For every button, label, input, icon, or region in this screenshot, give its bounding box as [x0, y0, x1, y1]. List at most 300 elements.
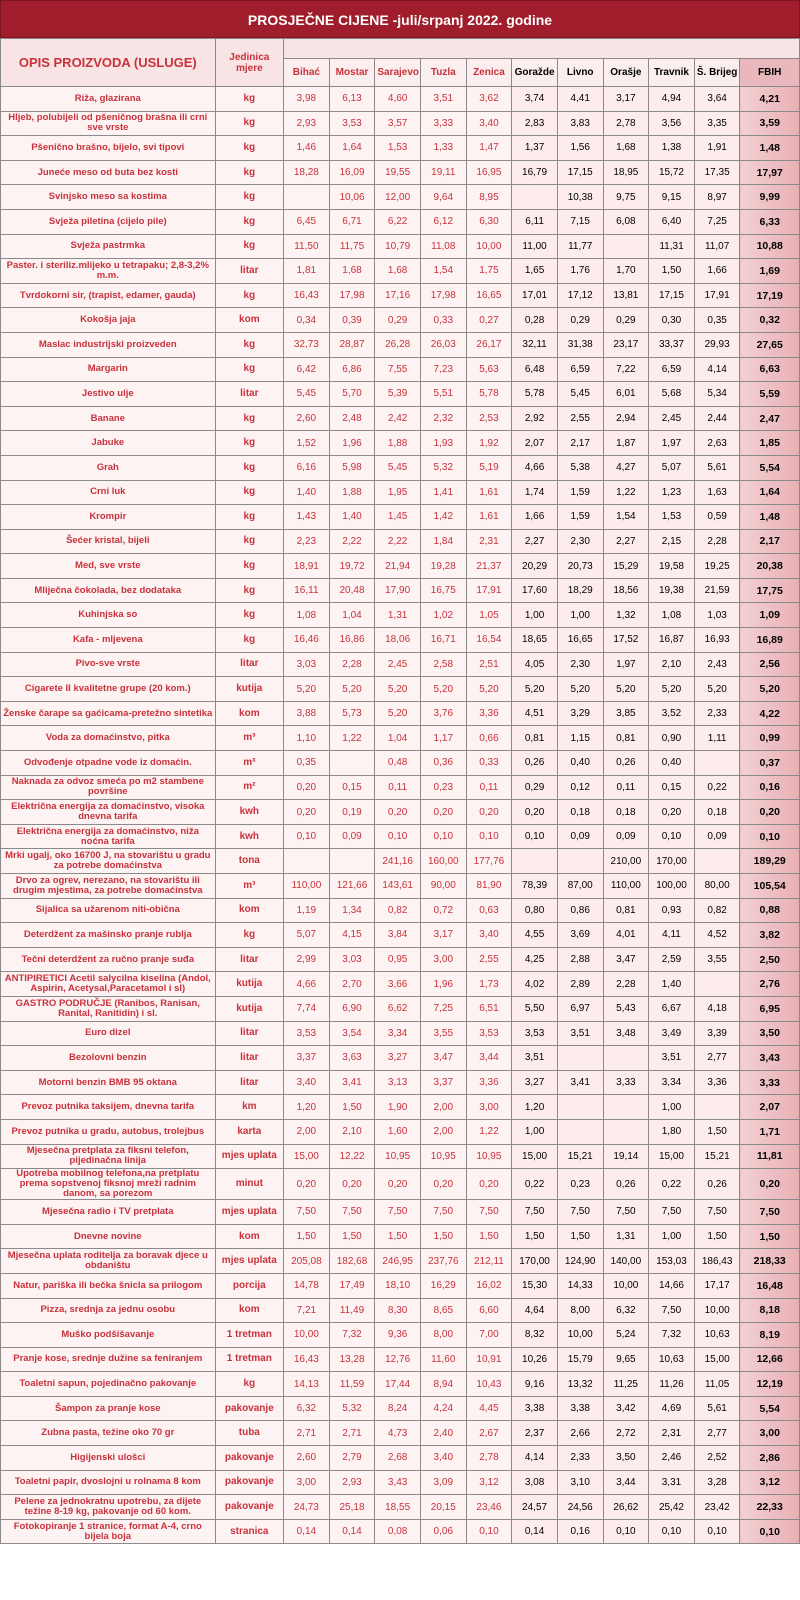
unit-of-measure: tuba	[215, 1421, 283, 1446]
price-cell: 20,15	[420, 1495, 466, 1520]
unit-of-measure: kg	[215, 431, 283, 456]
price-cell: 2,28	[694, 529, 740, 554]
unit-of-measure: minut	[215, 1169, 283, 1200]
price-cell: 17,17	[694, 1273, 740, 1298]
product-description: Jestivo ulje	[1, 382, 216, 407]
fbih-average-cell: 20,38	[740, 554, 800, 579]
price-cell: 5,07	[284, 923, 330, 948]
table-row	[1, 529, 800, 554]
price-cell: 10,43	[466, 1372, 512, 1397]
price-cell: 1,17	[420, 726, 466, 751]
price-cell: 2,60	[284, 1446, 330, 1471]
price-cell: 110,00	[284, 874, 330, 899]
product-description: Riža, glazirana	[1, 87, 216, 112]
unit-of-measure: kg	[215, 406, 283, 431]
price-cell: 15,30	[512, 1273, 558, 1298]
price-cell: 1,68	[375, 259, 421, 284]
fbih-average-cell: 105,54	[740, 874, 800, 899]
price-cell: 2,52	[694, 1446, 740, 1471]
price-cell: 1,50	[284, 1224, 330, 1249]
price-cell: 2,45	[375, 652, 421, 677]
price-cell: 2,55	[557, 406, 603, 431]
table-row	[1, 382, 800, 407]
fbih-average-cell: 0,32	[740, 308, 800, 333]
price-cell: 1,40	[284, 480, 330, 505]
price-cell: 1,00	[512, 1119, 558, 1144]
product-description: Tečni deterdžent za ručno pranje suđa	[1, 947, 216, 972]
price-cell: 246,95	[375, 1249, 421, 1274]
price-cell: 2,89	[557, 972, 603, 997]
price-cell: 5,50	[512, 996, 558, 1021]
price-cell: 17,49	[329, 1273, 375, 1298]
price-cell: 19,58	[649, 554, 695, 579]
price-cell: 2,77	[694, 1421, 740, 1446]
price-cell: 16,71	[420, 628, 466, 653]
price-cell: 15,21	[557, 1144, 603, 1169]
price-cell: 0,22	[694, 775, 740, 800]
fbih-average-cell: 8,18	[740, 1298, 800, 1323]
price-cell: 5,32	[329, 1396, 375, 1421]
price-cell: 9,36	[375, 1323, 421, 1348]
price-cell: 16,79	[512, 160, 558, 185]
price-cell: 24,73	[284, 1495, 330, 1520]
price-cell: 3,83	[557, 111, 603, 136]
price-cell: 0,66	[466, 726, 512, 751]
product-description: Sijalica sa užarenom niti-obična	[1, 898, 216, 923]
product-description: Električna energija za domaćinstvo, visoka dnevna tarifa	[1, 800, 216, 825]
unit-of-measure: m³	[215, 726, 283, 751]
price-cell: 0,90	[649, 726, 695, 751]
price-cell: 1,46	[284, 136, 330, 161]
price-cell: 4,45	[466, 1396, 512, 1421]
table-row	[1, 1200, 800, 1225]
table-row	[1, 1273, 800, 1298]
unit-of-measure: kg	[215, 480, 283, 505]
price-cell: 0,10	[466, 1519, 512, 1544]
unit-of-measure: kg	[215, 332, 283, 357]
price-cell: 23,42	[694, 1495, 740, 1520]
price-cell: 3,44	[603, 1470, 649, 1495]
price-cell: 5,78	[466, 382, 512, 407]
header-city: Orašje	[603, 59, 649, 87]
price-cell: 0,48	[375, 751, 421, 776]
price-cell: 5,98	[329, 455, 375, 480]
price-cell: 31,38	[557, 332, 603, 357]
table-row	[1, 1119, 800, 1144]
price-cell: 177,76	[466, 849, 512, 874]
unit-of-measure: mjes uplata	[215, 1200, 283, 1225]
price-cell: 2,88	[557, 947, 603, 972]
unit-of-measure: kg	[215, 455, 283, 480]
price-cell: 33,37	[649, 332, 695, 357]
price-cell: 0,30	[649, 308, 695, 333]
price-cell: 0,93	[649, 898, 695, 923]
unit-of-measure: mjes uplata	[215, 1144, 283, 1169]
unit-of-measure: kutija	[215, 972, 283, 997]
price-cell: 9,15	[649, 185, 695, 210]
price-cell: 5,20	[694, 677, 740, 702]
product-description: Toaletni sapun, pojedinačno pakovanje	[1, 1372, 216, 1397]
price-cell: 3,43	[375, 1470, 421, 1495]
price-cell: 7,32	[329, 1323, 375, 1348]
price-cell: 5,20	[466, 677, 512, 702]
unit-of-measure: m³	[215, 751, 283, 776]
price-cell: 4,94	[649, 87, 695, 112]
price-cell: 17,98	[329, 283, 375, 308]
table-row	[1, 652, 800, 677]
price-cell: 6,32	[284, 1396, 330, 1421]
price-cell: 1,43	[284, 505, 330, 530]
price-cell: 5,51	[420, 382, 466, 407]
price-cell: 80,00	[694, 874, 740, 899]
price-cell: 5,61	[694, 1396, 740, 1421]
unit-of-measure: kutija	[215, 677, 283, 702]
price-cell: 2,17	[557, 431, 603, 456]
price-cell: 2,99	[284, 947, 330, 972]
product-description: Mjesečna pretplata za fiksni telefon, pijedinačna linija	[1, 1144, 216, 1169]
price-cell: 0,19	[329, 800, 375, 825]
table-row	[1, 1046, 800, 1071]
price-cell: 11,50	[284, 234, 330, 259]
price-cell: 19,72	[329, 554, 375, 579]
price-cell: 18,29	[557, 578, 603, 603]
price-cell: 6,08	[603, 209, 649, 234]
price-cell: 124,90	[557, 1249, 603, 1274]
price-cell: 7,15	[557, 209, 603, 234]
price-cell: 19,25	[694, 554, 740, 579]
unit-of-measure: pakovanje	[215, 1446, 283, 1471]
price-cell: 8,30	[375, 1298, 421, 1323]
price-cell	[329, 849, 375, 874]
page-title: PROSJEČNE CIJENE -juli/srpanj 2022. godine	[0, 0, 800, 38]
price-cell: 5,70	[329, 382, 375, 407]
table-row	[1, 1470, 800, 1495]
price-cell: 3,40	[420, 1446, 466, 1471]
price-cell: 0,20	[284, 775, 330, 800]
price-cell: 1,93	[420, 431, 466, 456]
table-row	[1, 751, 800, 776]
unit-of-measure: kg	[215, 209, 283, 234]
price-cell: 2,31	[649, 1421, 695, 1446]
price-cell: 16,93	[694, 628, 740, 653]
unit-of-measure: kom	[215, 701, 283, 726]
price-cell: 3,57	[375, 111, 421, 136]
price-cell: 1,40	[329, 505, 375, 530]
price-cell: 1,50	[420, 1224, 466, 1249]
price-cell: 10,00	[466, 234, 512, 259]
price-cell: 2,66	[557, 1421, 603, 1446]
table-row	[1, 726, 800, 751]
price-cell: 2,43	[694, 652, 740, 677]
price-cell: 7,50	[649, 1200, 695, 1225]
price-cell: 21,94	[375, 554, 421, 579]
price-cell: 5,20	[420, 677, 466, 702]
price-cell: 4,14	[694, 357, 740, 382]
price-cell: 21,37	[466, 554, 512, 579]
table-row	[1, 677, 800, 702]
price-cell: 0,59	[694, 505, 740, 530]
price-cell: 0,29	[603, 308, 649, 333]
price-cell: 1,68	[603, 136, 649, 161]
price-cell: 2,31	[466, 529, 512, 554]
product-description: Električna energija za domaćinstvo, niža noćna tarifa	[1, 824, 216, 849]
price-cell: 4,25	[512, 947, 558, 972]
price-cell: 1,10	[284, 726, 330, 751]
product-description: Pelene za jednokratnu upotrebu, za dijete težine 8-19 kg, pakovanje od 60 kom.	[1, 1495, 216, 1520]
price-cell: 6,90	[329, 996, 375, 1021]
fbih-average-cell: 12,66	[740, 1347, 800, 1372]
price-cell: 5,20	[557, 677, 603, 702]
price-cell: 4,15	[329, 923, 375, 948]
fbih-average-cell: 3,50	[740, 1021, 800, 1046]
product-description: GASTRO PODRUČJE (Ranibos, Ranisan, Ranital, Ranitidin) i sl.	[1, 996, 216, 1021]
price-cell: 8,00	[557, 1298, 603, 1323]
price-cell: 18,28	[284, 160, 330, 185]
price-cell	[694, 849, 740, 874]
price-cell: 7,00	[466, 1323, 512, 1348]
table-row	[1, 406, 800, 431]
price-cell: 0,36	[420, 751, 466, 776]
price-cell: 7,50	[284, 1200, 330, 1225]
price-cell: 237,76	[420, 1249, 466, 1274]
price-cell: 1,05	[466, 603, 512, 628]
header-city: Š. Brijeg	[694, 59, 740, 87]
fbih-average-cell: 1,64	[740, 480, 800, 505]
unit-of-measure: 1 tretman	[215, 1323, 283, 1348]
price-cell: 0,18	[557, 800, 603, 825]
fbih-average-cell: 1,71	[740, 1119, 800, 1144]
fbih-average-cell: 0,99	[740, 726, 800, 751]
price-cell: 18,55	[375, 1495, 421, 1520]
price-cell: 16,11	[284, 578, 330, 603]
price-cell: 1,47	[466, 136, 512, 161]
product-description: Cigarete II kvalitetne grupe (20 kom.)	[1, 677, 216, 702]
price-cell: 2,70	[329, 972, 375, 997]
price-cell: 1,53	[375, 136, 421, 161]
price-cell: 2,27	[512, 529, 558, 554]
table-row	[1, 775, 800, 800]
price-cell: 2,83	[512, 111, 558, 136]
price-cell: 1,68	[329, 259, 375, 284]
price-cell: 24,56	[557, 1495, 603, 1520]
price-cell: 0,10	[649, 1519, 695, 1544]
price-cell: 0,81	[512, 726, 558, 751]
header-city: Goražde	[512, 59, 558, 87]
table-row	[1, 332, 800, 357]
price-cell: 18,65	[512, 628, 558, 653]
unit-of-measure: kg	[215, 160, 283, 185]
price-cell: 3,00	[284, 1470, 330, 1495]
price-cell: 3,37	[420, 1070, 466, 1095]
price-cell: 6,48	[512, 357, 558, 382]
price-cell: 1,61	[466, 505, 512, 530]
price-cell: 0,86	[557, 898, 603, 923]
price-cell: 140,00	[603, 1249, 649, 1274]
fbih-average-cell: 16,89	[740, 628, 800, 653]
price-cell: 11,49	[329, 1298, 375, 1323]
product-description: Odvođenje otpadne vode iz domaćin.	[1, 751, 216, 776]
price-cell: 0,72	[420, 898, 466, 923]
price-cell: 2,59	[649, 947, 695, 972]
table-row	[1, 923, 800, 948]
price-cell: 7,50	[694, 1200, 740, 1225]
price-cell: 24,57	[512, 1495, 558, 1520]
table-row	[1, 800, 800, 825]
price-cell: 4,51	[512, 701, 558, 726]
price-cell: 7,50	[466, 1200, 512, 1225]
price-cell: 1,04	[329, 603, 375, 628]
price-cell: 3,33	[603, 1070, 649, 1095]
price-cell: 1,15	[557, 726, 603, 751]
price-cell: 0,11	[466, 775, 512, 800]
price-cell: 5,45	[375, 455, 421, 480]
fbih-average-cell: 9,99	[740, 185, 800, 210]
price-cell: 1,50	[375, 1224, 421, 1249]
price-cell: 6,97	[557, 996, 603, 1021]
price-cell: 6,62	[375, 996, 421, 1021]
price-cell: 12,00	[375, 185, 421, 210]
price-cell: 8,95	[466, 185, 512, 210]
price-cell: 10,00	[284, 1323, 330, 1348]
price-cell: 7,32	[649, 1323, 695, 1348]
price-cell: 1,59	[557, 480, 603, 505]
price-cell: 0,10	[375, 824, 421, 849]
price-cell: 0,29	[512, 775, 558, 800]
price-cell: 0,20	[420, 800, 466, 825]
price-cell: 1,19	[284, 898, 330, 923]
price-cell: 6,22	[375, 209, 421, 234]
price-cell: 1,22	[466, 1119, 512, 1144]
price-cell: 110,00	[603, 874, 649, 899]
product-description: Med, sve vrste	[1, 554, 216, 579]
fbih-average-cell: 3,00	[740, 1421, 800, 1446]
price-cell: 1,03	[694, 603, 740, 628]
fbih-average-cell: 5,59	[740, 382, 800, 407]
price-cell: 15,79	[557, 1347, 603, 1372]
price-cell	[694, 1095, 740, 1120]
price-cell: 3,27	[375, 1046, 421, 1071]
fbih-average-cell: 8,19	[740, 1323, 800, 1348]
header-city: Travnik	[649, 59, 695, 87]
price-cell: 15,00	[284, 1144, 330, 1169]
price-cell: 10,06	[329, 185, 375, 210]
unit-of-measure: kg	[215, 283, 283, 308]
price-cell: 3,50	[603, 1446, 649, 1471]
price-cell: 4,64	[512, 1298, 558, 1323]
product-description: Dnevne novine	[1, 1224, 216, 1249]
price-cell: 3,55	[694, 947, 740, 972]
table-row	[1, 1169, 800, 1200]
table-row	[1, 505, 800, 530]
fbih-average-cell: 0,20	[740, 1169, 800, 1200]
price-cell: 5,24	[603, 1323, 649, 1348]
price-cell: 6,30	[466, 209, 512, 234]
price-cell: 0,33	[420, 308, 466, 333]
unit-of-measure: km	[215, 1095, 283, 1120]
price-cell: 7,50	[557, 1200, 603, 1225]
fbih-average-cell: 3,33	[740, 1070, 800, 1095]
price-cell: 16,09	[329, 160, 375, 185]
price-cell: 1,00	[649, 1095, 695, 1120]
price-cell: 2,28	[329, 652, 375, 677]
price-cell: 14,33	[557, 1273, 603, 1298]
fbih-average-cell: 2,47	[740, 406, 800, 431]
price-cell: 7,50	[649, 1298, 695, 1323]
price-cell: 5,45	[284, 382, 330, 407]
price-cell: 5,34	[694, 382, 740, 407]
price-cell: 11,59	[329, 1372, 375, 1397]
price-cell: 2,00	[420, 1095, 466, 1120]
price-cell: 3,36	[694, 1070, 740, 1095]
unit-of-measure: stranica	[215, 1519, 283, 1544]
price-cell: 13,32	[557, 1372, 603, 1397]
price-cell: 0,22	[649, 1169, 695, 1200]
price-cell	[557, 849, 603, 874]
price-cell: 0,82	[694, 898, 740, 923]
price-cell: 4,41	[557, 87, 603, 112]
header-unit: Jedinica mjere	[215, 39, 283, 87]
product-description: Euro dizel	[1, 1021, 216, 1046]
price-cell: 11,08	[420, 234, 466, 259]
price-cell: 3,76	[420, 701, 466, 726]
product-description: Pšenično brašno, bijelo, svi tipovi	[1, 136, 216, 161]
price-cell: 6,67	[649, 996, 695, 1021]
price-cell: 0,08	[375, 1519, 421, 1544]
price-cell: 2,45	[649, 406, 695, 431]
price-cell: 2,55	[466, 947, 512, 972]
price-cell: 1,90	[375, 1095, 421, 1120]
table-row	[1, 972, 800, 997]
price-cell: 0,20	[284, 1169, 330, 1200]
product-description: Svinjsko meso sa kostima	[1, 185, 216, 210]
price-cell: 15,00	[694, 1347, 740, 1372]
price-cell: 16,43	[284, 1347, 330, 1372]
price-cell: 3,34	[649, 1070, 695, 1095]
price-cell: 7,50	[420, 1200, 466, 1225]
price-cell: 1,04	[375, 726, 421, 751]
price-cell: 0,20	[284, 800, 330, 825]
price-cell: 0,26	[603, 1169, 649, 1200]
price-cell: 15,00	[512, 1144, 558, 1169]
table-row	[1, 849, 800, 874]
fbih-average-cell: 5,54	[740, 455, 800, 480]
price-cell: 2,78	[603, 111, 649, 136]
product-description: Natur, pariška ili bečka šnicla sa prilogom	[1, 1273, 216, 1298]
table-row	[1, 701, 800, 726]
price-cell: 18,95	[603, 160, 649, 185]
price-cell: 3,62	[466, 87, 512, 112]
price-cell: 0,23	[557, 1169, 603, 1200]
price-cell: 1,76	[557, 259, 603, 284]
price-cell: 1,50	[694, 1224, 740, 1249]
price-cell: 3,12	[466, 1470, 512, 1495]
price-cell: 0,28	[512, 308, 558, 333]
price-cell: 0,15	[329, 775, 375, 800]
price-cell: 2,78	[466, 1446, 512, 1471]
price-cell: 11,25	[603, 1372, 649, 1397]
table-row	[1, 578, 800, 603]
price-cell: 1,50	[329, 1095, 375, 1120]
price-cell: 1,92	[466, 431, 512, 456]
price-cell: 15,29	[603, 554, 649, 579]
price-cell: 1,63	[694, 480, 740, 505]
table-row	[1, 1095, 800, 1120]
price-cell: 14,78	[284, 1273, 330, 1298]
fbih-average-cell: 7,50	[740, 1200, 800, 1225]
price-cell: 3,36	[466, 701, 512, 726]
price-cell: 2,46	[649, 1446, 695, 1471]
price-cell: 17,16	[375, 283, 421, 308]
